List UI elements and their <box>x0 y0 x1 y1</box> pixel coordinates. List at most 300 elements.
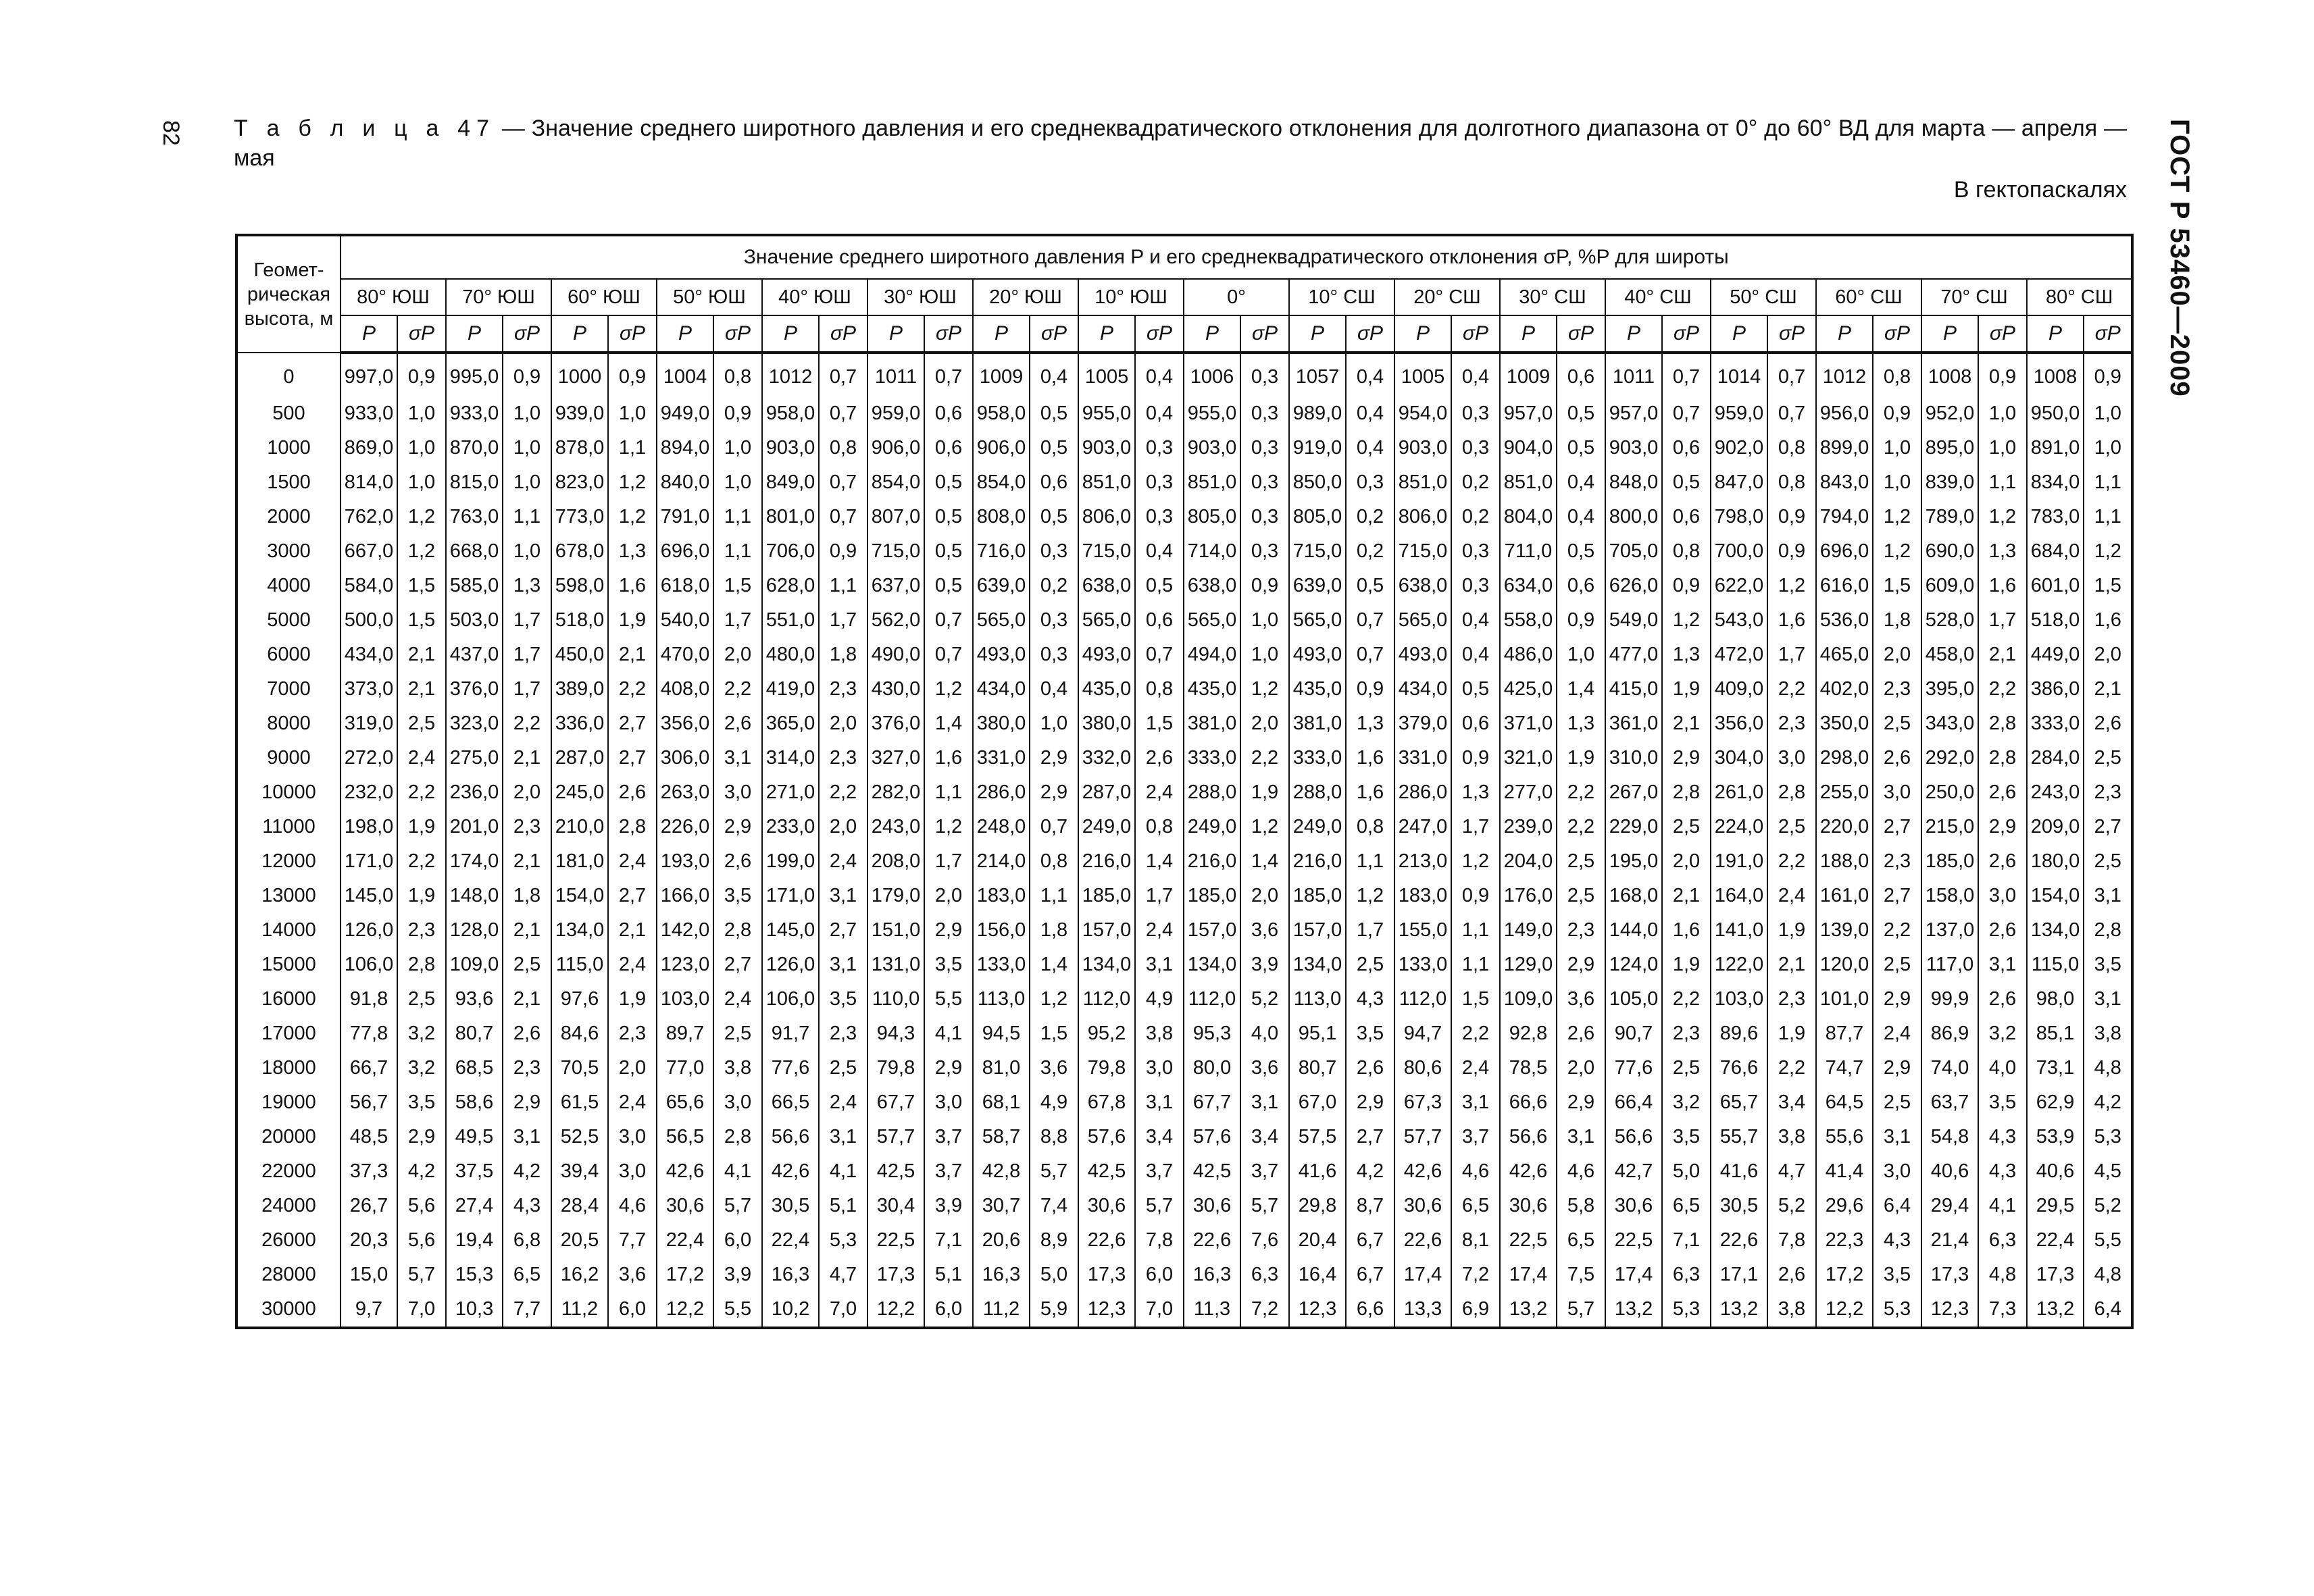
pressure-cell: 616,0 <box>1816 569 1873 603</box>
pressure-cell: 903,0 <box>1184 431 1240 465</box>
pressure-cell: 622,0 <box>1711 569 1767 603</box>
pressure-cell: 77,0 <box>657 1051 713 1085</box>
deviation-cell: 0,9 <box>1240 569 1289 603</box>
deviation-cell: 0,9 <box>397 353 446 396</box>
pressure-cell: 715,0 <box>1078 534 1135 569</box>
pressure-cell: 288,0 <box>1184 775 1240 810</box>
deviation-cell: 8,9 <box>1030 1223 1078 1258</box>
deviation-cell: 4,0 <box>1978 1051 2027 1085</box>
pressure-cell: 472,0 <box>1711 638 1767 672</box>
pressure-cell: 490,0 <box>867 638 924 672</box>
deviation-cell: 2,9 <box>713 810 762 844</box>
pressure-cell: 700,0 <box>1711 534 1767 569</box>
pressure-cell: 1008 <box>2027 353 2084 396</box>
deviation-cell: 1,9 <box>1662 948 1711 982</box>
pressure-cell: 373,0 <box>341 672 397 706</box>
pressure-cell: 696,0 <box>1816 534 1873 569</box>
deviation-cell: 1,0 <box>1557 638 1605 672</box>
deviation-cell: 8,7 <box>1346 1189 1394 1223</box>
deviation-cell: 3,0 <box>713 1085 762 1120</box>
deviation-cell: 2,5 <box>2084 844 2132 879</box>
deviation-cell: 7,4 <box>1030 1189 1078 1223</box>
latitude-header: 70° СШ <box>1921 279 2027 315</box>
deviation-cell: 1,0 <box>397 431 446 465</box>
deviation-cell: 3,4 <box>1767 1085 1816 1120</box>
latitude-header: 20° СШ <box>1394 279 1500 315</box>
deviation-cell: 4,2 <box>1346 1154 1394 1189</box>
pressure-cell: 120,0 <box>1816 948 1873 982</box>
deviation-cell: 3,8 <box>713 1051 762 1085</box>
pressure-cell: 105,0 <box>1605 982 1662 1016</box>
pressure-cell: 891,0 <box>2027 431 2084 465</box>
deviation-cell: 1,5 <box>713 569 762 603</box>
deviation-cell: 3,5 <box>397 1085 446 1120</box>
deviation-cell: 4,7 <box>819 1258 867 1292</box>
pressure-cell: 249,0 <box>1289 810 1346 844</box>
deviation-cell: 2,4 <box>1135 913 1184 948</box>
pressure-cell: 249,0 <box>1078 810 1135 844</box>
deviation-cell: 2,9 <box>1030 741 1078 775</box>
pressure-cell: 115,0 <box>551 948 608 982</box>
deviation-cell: 7,2 <box>1451 1258 1500 1292</box>
pressure-cell: 805,0 <box>1184 500 1240 534</box>
latitude-header: 30° СШ <box>1500 279 1605 315</box>
deviation-cell: 2,3 <box>1662 1016 1711 1051</box>
pressure-cell: 85,1 <box>2027 1016 2084 1051</box>
latitude-header-row <box>236 279 2132 315</box>
pressure-cell: 486,0 <box>1500 638 1557 672</box>
deviation-cell: 3,4 <box>1135 1120 1184 1154</box>
pressure-cell: 42,6 <box>762 1154 819 1189</box>
deviation-cell: 2,3 <box>1557 913 1605 948</box>
deviation-cell: 1,2 <box>924 672 973 706</box>
deviation-cell: 1,3 <box>1662 638 1711 672</box>
pressure-cell: 331,0 <box>973 741 1030 775</box>
pressure-cell: 854,0 <box>973 465 1030 500</box>
deviation-cell: 3,7 <box>1135 1154 1184 1189</box>
deviation-cell: 6,5 <box>1557 1223 1605 1258</box>
deviation-cell: 0,3 <box>1240 500 1289 534</box>
deviation-cell: 0,9 <box>608 353 657 396</box>
pressure-cell: 64,5 <box>1816 1085 1873 1120</box>
pressure-cell: 804,0 <box>1500 500 1557 534</box>
latitude-header: 50° СШ <box>1711 279 1816 315</box>
pressure-cell: 12,2 <box>1816 1292 1873 1328</box>
pressure-cell: 381,0 <box>1184 706 1240 741</box>
deviation-cell: 5,9 <box>1030 1292 1078 1328</box>
table-row <box>236 844 2132 879</box>
deviation-cell: 0,4 <box>1451 638 1500 672</box>
pressure-cell: 30,5 <box>1711 1189 1767 1223</box>
pressure-cell: 91,8 <box>341 982 397 1016</box>
deviation-cell: 2,1 <box>503 741 551 775</box>
deviation-cell: 2,6 <box>1346 1051 1394 1085</box>
latitude-header: 40° ЮШ <box>762 279 867 315</box>
deviation-cell: 1,6 <box>608 569 657 603</box>
deviation-cell: 3,7 <box>924 1120 973 1154</box>
deviation-cell: 2,6 <box>1978 982 2027 1016</box>
deviation-cell: 4,3 <box>503 1189 551 1223</box>
deviation-cell: 2,3 <box>503 1051 551 1085</box>
pressure-cell: 958,0 <box>973 396 1030 431</box>
deviation-cell: 1,9 <box>397 879 446 913</box>
pressure-cell: 434,0 <box>1394 672 1451 706</box>
pressure-cell: 894,0 <box>657 431 713 465</box>
latitude-header: 10° ЮШ <box>1078 279 1184 315</box>
deviation-cell: 2,8 <box>1767 775 1816 810</box>
deviation-cell: 0,2 <box>1346 500 1394 534</box>
deviation-cell: 5,3 <box>1873 1292 1921 1328</box>
deviation-cell: 2,3 <box>2084 775 2132 810</box>
pressure-cell: 356,0 <box>657 706 713 741</box>
deviation-cell: 1,4 <box>1030 948 1078 982</box>
deviation-cell: 0,9 <box>503 353 551 396</box>
pressure-cell: 518,0 <box>2027 603 2084 638</box>
pressure-cell: 91,7 <box>762 1016 819 1051</box>
latitude-header: 60° ЮШ <box>551 279 657 315</box>
pressure-cell: 97,6 <box>551 982 608 1016</box>
deviation-cell: 1,1 <box>2084 465 2132 500</box>
latitude-header: 10° СШ <box>1289 279 1394 315</box>
deviation-cell: 5,3 <box>819 1223 867 1258</box>
pressure-cell: 906,0 <box>867 431 924 465</box>
deviation-cell: 1,8 <box>1030 913 1078 948</box>
pressure-cell: 94,7 <box>1394 1016 1451 1051</box>
deviation-cell: 2,0 <box>2084 638 2132 672</box>
pressure-cell: 477,0 <box>1605 638 1662 672</box>
pressure-cell: 20,5 <box>551 1223 608 1258</box>
pressure-cell: 112,0 <box>1078 982 1135 1016</box>
deviation-cell: 0,9 <box>819 534 867 569</box>
deviation-cell: 2,2 <box>713 672 762 706</box>
pressure-cell: 261,0 <box>1711 775 1767 810</box>
deviation-cell: 2,0 <box>819 706 867 741</box>
pressure-cell: 304,0 <box>1711 741 1767 775</box>
mean-pressure-header: P <box>1078 315 1135 353</box>
pressure-cell: 10,2 <box>762 1292 819 1328</box>
deviation-cell: 2,5 <box>2084 741 2132 775</box>
pressure-cell: 808,0 <box>973 500 1030 534</box>
deviation-cell: 2,9 <box>1978 810 2027 844</box>
deviation-cell: 1,5 <box>397 569 446 603</box>
height-cell: 20000 <box>236 1120 341 1154</box>
deviation-cell: 6,4 <box>1873 1189 1921 1223</box>
pressure-cell: 89,7 <box>657 1016 713 1051</box>
deviation-cell: 0,4 <box>1135 396 1184 431</box>
deviation-cell: 1,2 <box>1767 569 1816 603</box>
latitude-header: 0° <box>1184 279 1289 315</box>
std-deviation-header: σP <box>1451 315 1500 353</box>
pressure-cell: 277,0 <box>1500 775 1557 810</box>
table-row <box>236 1085 2132 1120</box>
deviation-cell: 0,5 <box>1557 431 1605 465</box>
pressure-cell: 12,2 <box>657 1292 713 1328</box>
deviation-cell: 3,0 <box>608 1120 657 1154</box>
pressure-cell: 29,6 <box>1816 1189 1873 1223</box>
pressure-cell: 109,0 <box>1500 982 1557 1016</box>
deviation-cell: 2,2 <box>1662 982 1711 1016</box>
pressure-cell: 41,4 <box>1816 1154 1873 1189</box>
pressure-cell: 17,3 <box>867 1258 924 1292</box>
deviation-cell: 0,7 <box>819 353 867 396</box>
pressure-cell: 762,0 <box>341 500 397 534</box>
deviation-cell: 2,7 <box>608 879 657 913</box>
deviation-cell: 7,8 <box>1135 1223 1184 1258</box>
deviation-cell: 5,0 <box>1030 1258 1078 1292</box>
pressure-cell: 113,0 <box>1289 982 1346 1016</box>
pressure-cell: 77,6 <box>1605 1051 1662 1085</box>
deviation-cell: 2,6 <box>1557 1016 1605 1051</box>
pressure-cell: 16,3 <box>973 1258 1030 1292</box>
deviation-cell: 6,0 <box>713 1223 762 1258</box>
pressure-cell: 801,0 <box>762 500 819 534</box>
deviation-cell: 1,8 <box>503 879 551 913</box>
deviation-cell: 1,2 <box>924 810 973 844</box>
deviation-cell: 7,7 <box>608 1223 657 1258</box>
pressure-cell: 1008 <box>1921 353 1978 396</box>
pressure-cell: 540,0 <box>657 603 713 638</box>
pressure-cell: 638,0 <box>1184 569 1240 603</box>
deviation-cell: 3,6 <box>1557 982 1605 1016</box>
deviation-cell: 3,1 <box>503 1120 551 1154</box>
pressure-cell: 380,0 <box>973 706 1030 741</box>
mean-pressure-header: P <box>1605 315 1662 353</box>
deviation-cell: 1,0 <box>713 431 762 465</box>
pressure-cell: 29,8 <box>1289 1189 1346 1223</box>
deviation-cell: 0,8 <box>1662 534 1711 569</box>
deviation-cell: 1,2 <box>608 500 657 534</box>
pressure-cell: 77,8 <box>341 1016 397 1051</box>
deviation-cell: 0,5 <box>1662 465 1711 500</box>
pressure-cell: 112,0 <box>1184 982 1240 1016</box>
pressure-cell: 13,2 <box>1500 1292 1557 1328</box>
deviation-cell: 2,2 <box>608 672 657 706</box>
pressure-cell: 103,0 <box>1711 982 1767 1016</box>
pressure-cell: 185,0 <box>1184 879 1240 913</box>
deviation-cell: 2,4 <box>1767 879 1816 913</box>
deviation-cell: 2,6 <box>503 1016 551 1051</box>
deviation-cell: 1,6 <box>1346 741 1394 775</box>
deviation-cell: 3,9 <box>1240 948 1289 982</box>
pressure-cell: 314,0 <box>762 741 819 775</box>
pressure-cell: 518,0 <box>551 603 608 638</box>
pressure-cell: 1014 <box>1711 353 1767 396</box>
deviation-cell: 3,0 <box>1873 775 1921 810</box>
pressure-cell: 101,0 <box>1816 982 1873 1016</box>
height-cell: 9000 <box>236 741 341 775</box>
deviation-cell: 3,8 <box>1135 1016 1184 1051</box>
pressure-cell: 214,0 <box>973 844 1030 879</box>
pressure-cell: 131,0 <box>867 948 924 982</box>
table-row <box>236 879 2132 913</box>
pressure-cell: 706,0 <box>762 534 819 569</box>
std-deviation-header: σP <box>1135 315 1184 353</box>
pressure-cell: 229,0 <box>1605 810 1662 844</box>
deviation-cell: 2,4 <box>713 982 762 1016</box>
deviation-cell: 0,4 <box>1135 353 1184 396</box>
deviation-cell: 6,3 <box>1662 1258 1711 1292</box>
pressure-cell: 851,0 <box>1078 465 1135 500</box>
deviation-cell: 0,4 <box>1557 500 1605 534</box>
deviation-cell: 3,6 <box>1030 1051 1078 1085</box>
deviation-cell: 1,0 <box>1873 465 1921 500</box>
deviation-cell: 1,0 <box>1873 431 1921 465</box>
pressure-cell: 327,0 <box>867 741 924 775</box>
deviation-cell: 2,0 <box>1240 879 1289 913</box>
pressure-cell: 903,0 <box>1394 431 1451 465</box>
height-cell: 11000 <box>236 810 341 844</box>
pressure-cell: 989,0 <box>1289 396 1346 431</box>
table-row <box>236 465 2132 500</box>
pressure-cell: 30,7 <box>973 1189 1030 1223</box>
height-cell: 500 <box>236 396 341 431</box>
height-cell: 4000 <box>236 569 341 603</box>
deviation-cell: 2,1 <box>608 913 657 948</box>
pressure-cell: 133,0 <box>1394 948 1451 982</box>
pressure-cell: 465,0 <box>1816 638 1873 672</box>
std-deviation-header: σP <box>1240 315 1289 353</box>
pressure-cell: 449,0 <box>2027 638 2084 672</box>
pressure-cell: 565,0 <box>1078 603 1135 638</box>
pressure-cell: 952,0 <box>1921 396 1978 431</box>
deviation-cell: 1,7 <box>1978 603 2027 638</box>
pressure-cell: 57,6 <box>1078 1120 1135 1154</box>
deviation-cell: 0,6 <box>1451 706 1500 741</box>
std-deviation-header: σP <box>1662 315 1711 353</box>
pressure-cell: 287,0 <box>1078 775 1135 810</box>
pressure-cell: 66,4 <box>1605 1085 1662 1120</box>
pressure-cell: 435,0 <box>1289 672 1346 706</box>
pressure-cell: 39,4 <box>551 1154 608 1189</box>
pressure-cell: 267,0 <box>1605 775 1662 810</box>
deviation-cell: 0,4 <box>1346 353 1394 396</box>
deviation-cell: 3,5 <box>713 879 762 913</box>
deviation-cell: 2,7 <box>713 948 762 982</box>
deviation-cell: 2,9 <box>1662 741 1711 775</box>
height-cell: 1000 <box>236 431 341 465</box>
deviation-cell: 3,5 <box>1346 1016 1394 1051</box>
mean-pressure-header: P <box>341 315 397 353</box>
deviation-cell: 2,9 <box>1557 1085 1605 1120</box>
deviation-cell: 0,2 <box>1451 500 1500 534</box>
pressure-cell: 40,6 <box>1921 1154 1978 1189</box>
deviation-cell: 2,1 <box>1978 638 2027 672</box>
height-cell: 16000 <box>236 982 341 1016</box>
pressure-cell: 638,0 <box>1078 569 1135 603</box>
pressure-cell: 814,0 <box>341 465 397 500</box>
mean-pressure-header: P <box>551 315 608 353</box>
deviation-cell: 6,4 <box>2084 1292 2132 1328</box>
pressure-cell: 158,0 <box>1921 879 1978 913</box>
deviation-cell: 0,4 <box>1557 465 1605 500</box>
pressure-cell: 763,0 <box>446 500 503 534</box>
pressure-cell: 40,6 <box>2027 1154 2084 1189</box>
pressure-cell: 70,5 <box>551 1051 608 1085</box>
mean-pressure-header: P <box>657 315 713 353</box>
pressure-cell: 386,0 <box>2027 672 2084 706</box>
deviation-cell: 0,9 <box>1451 741 1500 775</box>
deviation-cell: 1,7 <box>1451 810 1500 844</box>
pressure-cell: 208,0 <box>867 844 924 879</box>
deviation-cell: 4,9 <box>1135 982 1184 1016</box>
pressure-cell: 626,0 <box>1605 569 1662 603</box>
deviation-cell: 1,0 <box>1240 603 1289 638</box>
pressure-cell: 1012 <box>762 353 819 396</box>
deviation-cell: 1,2 <box>1873 534 1921 569</box>
deviation-cell: 4,0 <box>1240 1016 1289 1051</box>
deviation-cell: 3,5 <box>924 948 973 982</box>
deviation-cell: 1,0 <box>397 465 446 500</box>
deviation-cell: 1,2 <box>1030 982 1078 1016</box>
height-cell: 14000 <box>236 913 341 948</box>
pressure-cell: 65,6 <box>657 1085 713 1120</box>
deviation-cell: 4,2 <box>2084 1085 2132 1120</box>
pressure-cell: 470,0 <box>657 638 713 672</box>
table-row <box>236 1189 2132 1223</box>
pressure-cell: 949,0 <box>657 396 713 431</box>
deviation-cell: 2,6 <box>1767 1258 1816 1292</box>
deviation-cell: 1,9 <box>1767 1016 1816 1051</box>
deviation-cell: 2,7 <box>608 706 657 741</box>
deviation-cell: 1,2 <box>2084 534 2132 569</box>
height-cell: 8000 <box>236 706 341 741</box>
deviation-cell: 6,3 <box>1978 1223 2027 1258</box>
height-cell: 6000 <box>236 638 341 672</box>
pressure-cell: 183,0 <box>1394 879 1451 913</box>
pressure-cell: 22,5 <box>1605 1223 1662 1258</box>
deviation-cell: 0,3 <box>1240 431 1289 465</box>
deviation-cell: 5,7 <box>397 1258 446 1292</box>
pressure-cell: 134,0 <box>1184 948 1240 982</box>
pressure-cell: 30,6 <box>1605 1189 1662 1223</box>
pressure-cell: 185,0 <box>1078 879 1135 913</box>
pressure-cell: 806,0 <box>1078 500 1135 534</box>
deviation-cell: 2,8 <box>713 913 762 948</box>
deviation-cell: 1,5 <box>2084 569 2132 603</box>
deviation-cell: 4,6 <box>1451 1154 1500 1189</box>
deviation-cell: 0,7 <box>819 396 867 431</box>
deviation-cell: 5,7 <box>1240 1189 1289 1223</box>
deviation-cell: 1,7 <box>503 672 551 706</box>
pressure-cell: 851,0 <box>1500 465 1557 500</box>
pressure-cell: 98,0 <box>2027 982 2084 1016</box>
height-cell: 26000 <box>236 1223 341 1258</box>
deviation-cell: 0,8 <box>1135 672 1184 706</box>
deviation-cell: 2,1 <box>1662 879 1711 913</box>
deviation-cell: 7,0 <box>819 1292 867 1328</box>
pressure-cell: 1000 <box>551 353 608 396</box>
pressure-cell: 714,0 <box>1184 534 1240 569</box>
deviation-cell: 5,6 <box>397 1189 446 1223</box>
pressure-cell: 66,7 <box>341 1051 397 1085</box>
deviation-cell: 2,2 <box>1557 810 1605 844</box>
pressure-cell: 298,0 <box>1816 741 1873 775</box>
pressure-cell: 319,0 <box>341 706 397 741</box>
pressure-cell: 997,0 <box>341 353 397 396</box>
pressure-cell: 959,0 <box>867 396 924 431</box>
pressure-cell: 1012 <box>1816 353 1873 396</box>
deviation-cell: 2,9 <box>1873 982 1921 1016</box>
deviation-cell: 2,9 <box>924 913 973 948</box>
deviation-cell: 2,2 <box>397 775 446 810</box>
pressure-cell: 950,0 <box>2027 396 2084 431</box>
deviation-cell: 4,6 <box>608 1189 657 1223</box>
deviation-cell: 4,8 <box>2084 1258 2132 1292</box>
height-cell: 0 <box>236 353 341 396</box>
deviation-cell: 0,4 <box>1451 603 1500 638</box>
pressure-cell: 365,0 <box>762 706 819 741</box>
deviation-cell: 4,8 <box>1978 1258 2027 1292</box>
